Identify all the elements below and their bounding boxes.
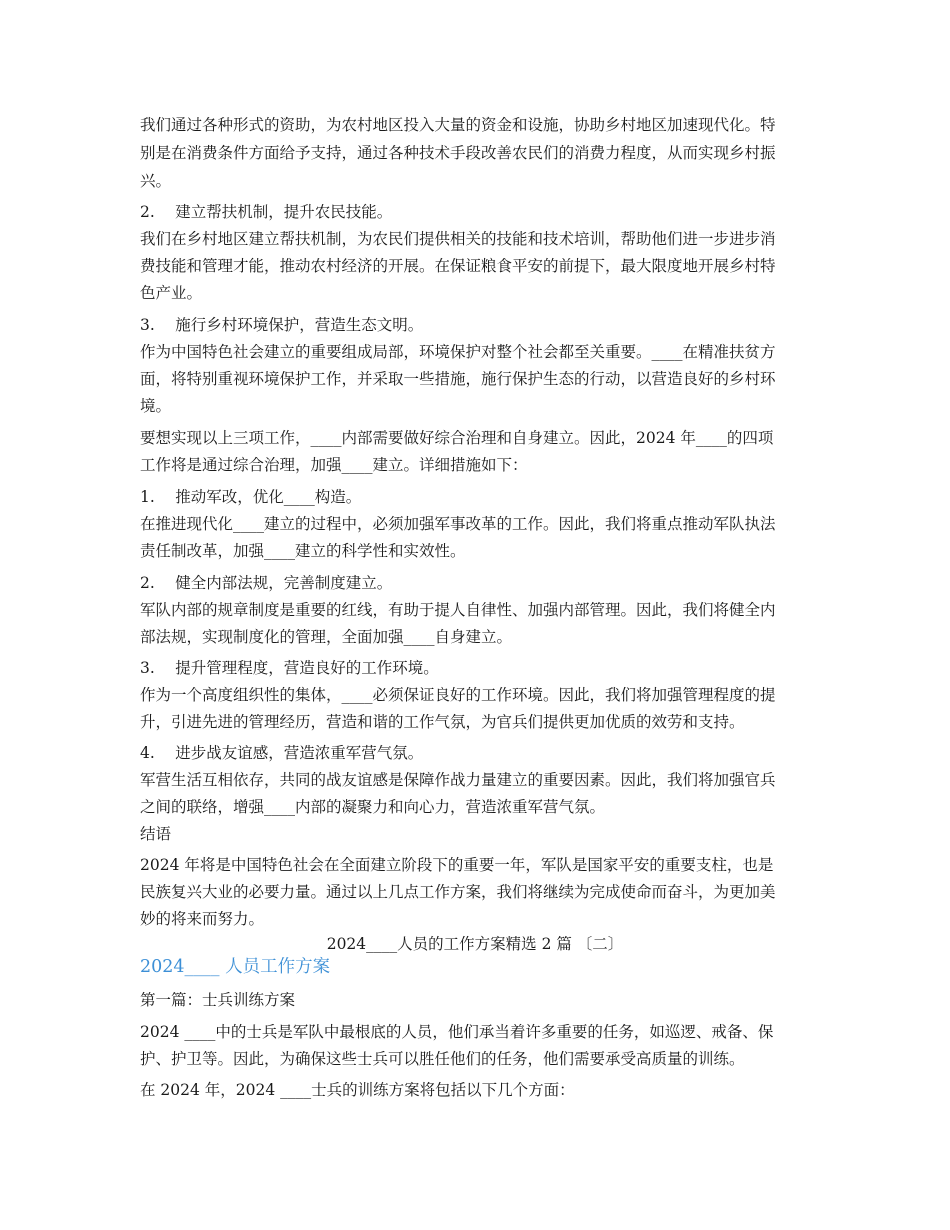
paragraph-line: 部法规，实现制度化的管理，全面加强____自身建立。 xyxy=(140,628,513,646)
section-heading: 4. 进步战友谊感，营造浓重军营气氛。 xyxy=(140,744,424,762)
paragraph-line: 升，引进先进的管理经历，营造和谐的工作气氛，为官兵们提供更加优质的效劳和支持。 xyxy=(140,713,745,731)
paragraph-line: 在 2024 年，2024 ____士兵的训练方案将包括以下几个方面： xyxy=(140,1081,575,1099)
paragraph-line: 在推进现代化____建立的过程中，必须加强军事改革的工作。因此，我们将重点推动军队执法 xyxy=(140,515,776,533)
section-heading: 1. 推动军改，优化____构造。 xyxy=(140,488,362,506)
part-title: 2024____人员的工作方案精选 2 篇 〔二〕 xyxy=(326,935,624,953)
paragraph-line: 费技能和管理才能，推动农村经济的开展。在保证粮食平安的前提下，最大限度地开展乡村特 xyxy=(140,257,776,275)
document-heading: 2024____ 人员工作方案 xyxy=(140,957,331,977)
paragraph-line: 工作将是通过综合治理，加强____建立。详细措施如下： xyxy=(140,456,528,474)
paragraph-line: 要想实现以上三项工作，____内部需要做好综合治理和自身建立。因此，2024 年____的四项 xyxy=(140,429,774,447)
paragraph-line: 作为一个高度组织性的集体，____必须保证良好的工作环境。因此，我们将加强管理程度的提 xyxy=(140,686,776,704)
paragraph-line: 面，将特别重视环境保护工作，并采取一些措施，施行保护生态的行动，以营造良好的乡村环 xyxy=(140,370,776,388)
section-heading: 2. 健全内部法规，完善制度建立。 xyxy=(140,574,393,592)
paragraph-line: 之间的联络，增强____内部的凝聚力和向心力，营造浓重军营气氛。 xyxy=(140,798,606,816)
section-heading: 3. 提升管理程度，营造良好的工作环境。 xyxy=(140,659,439,677)
paragraph-line: 兴。 xyxy=(140,172,172,190)
paragraph-line: 色产业。 xyxy=(140,284,203,302)
paragraph-line: 别是在消费条件方面给予支持，通过各种技术手段改善农民们的消费力程度，从而实现乡村振 xyxy=(140,144,776,162)
conclusion-heading: 结语 xyxy=(140,825,172,843)
paragraph-line: 2024 ____中的士兵是军队中最根底的人员，他们承当着许多重要的任务，如巡逻、戒备、保 xyxy=(140,1023,774,1041)
paragraph-line: 责任制改革，加强____建立的科学性和实效性。 xyxy=(140,542,466,560)
section-heading: 3. 施行乡村环境保护，营造生态文明。 xyxy=(140,316,424,334)
paragraph-line: 2024 年将是中国特色社会在全面建立阶段下的重要一年，军队是国家平安的重要支柱，也是 xyxy=(140,856,774,874)
paragraph-line: 民族复兴大业的必要力量。通过以上几点工作方案，我们将继续为完成使命而奋斗，为更加美 xyxy=(140,883,776,901)
section-heading: 2. 建立帮扶机制，提升农民技能。 xyxy=(140,203,393,221)
paragraph-line: 妙的将来而努力。 xyxy=(140,910,265,928)
paragraph-line: 境。 xyxy=(140,397,172,415)
paragraph-line: 军队内部的规章制度是重要的红线，有助于提人自律性、加强内部管理。因此，我们将健全内 xyxy=(140,601,776,619)
paragraph-line: 我们在乡村地区建立帮扶机制，为农民们提供相关的技能和技术培训，帮助他们进一步进步消 xyxy=(140,230,776,248)
paragraph-line: 护、护卫等。因此，为确保这些士兵可以胜任他们的任务，他们需要承受高质量的训练。 xyxy=(140,1050,745,1068)
paragraph-line: 我们通过各种形式的资助，为农村地区投入大量的资金和设施，协助乡村地区加速现代化。特 xyxy=(140,116,776,134)
paragraph-line: 作为中国特色社会建立的重要组成局部，环境保护对整个社会都至关重要。____在精准扶贫方 xyxy=(140,343,776,361)
subsection-title: 第一篇：士兵训练方案 xyxy=(140,991,296,1009)
paragraph-line: 军营生活互相依存，共同的战友谊感是保障作战力量建立的重要因素。因此，我们将加强官兵 xyxy=(140,771,776,789)
